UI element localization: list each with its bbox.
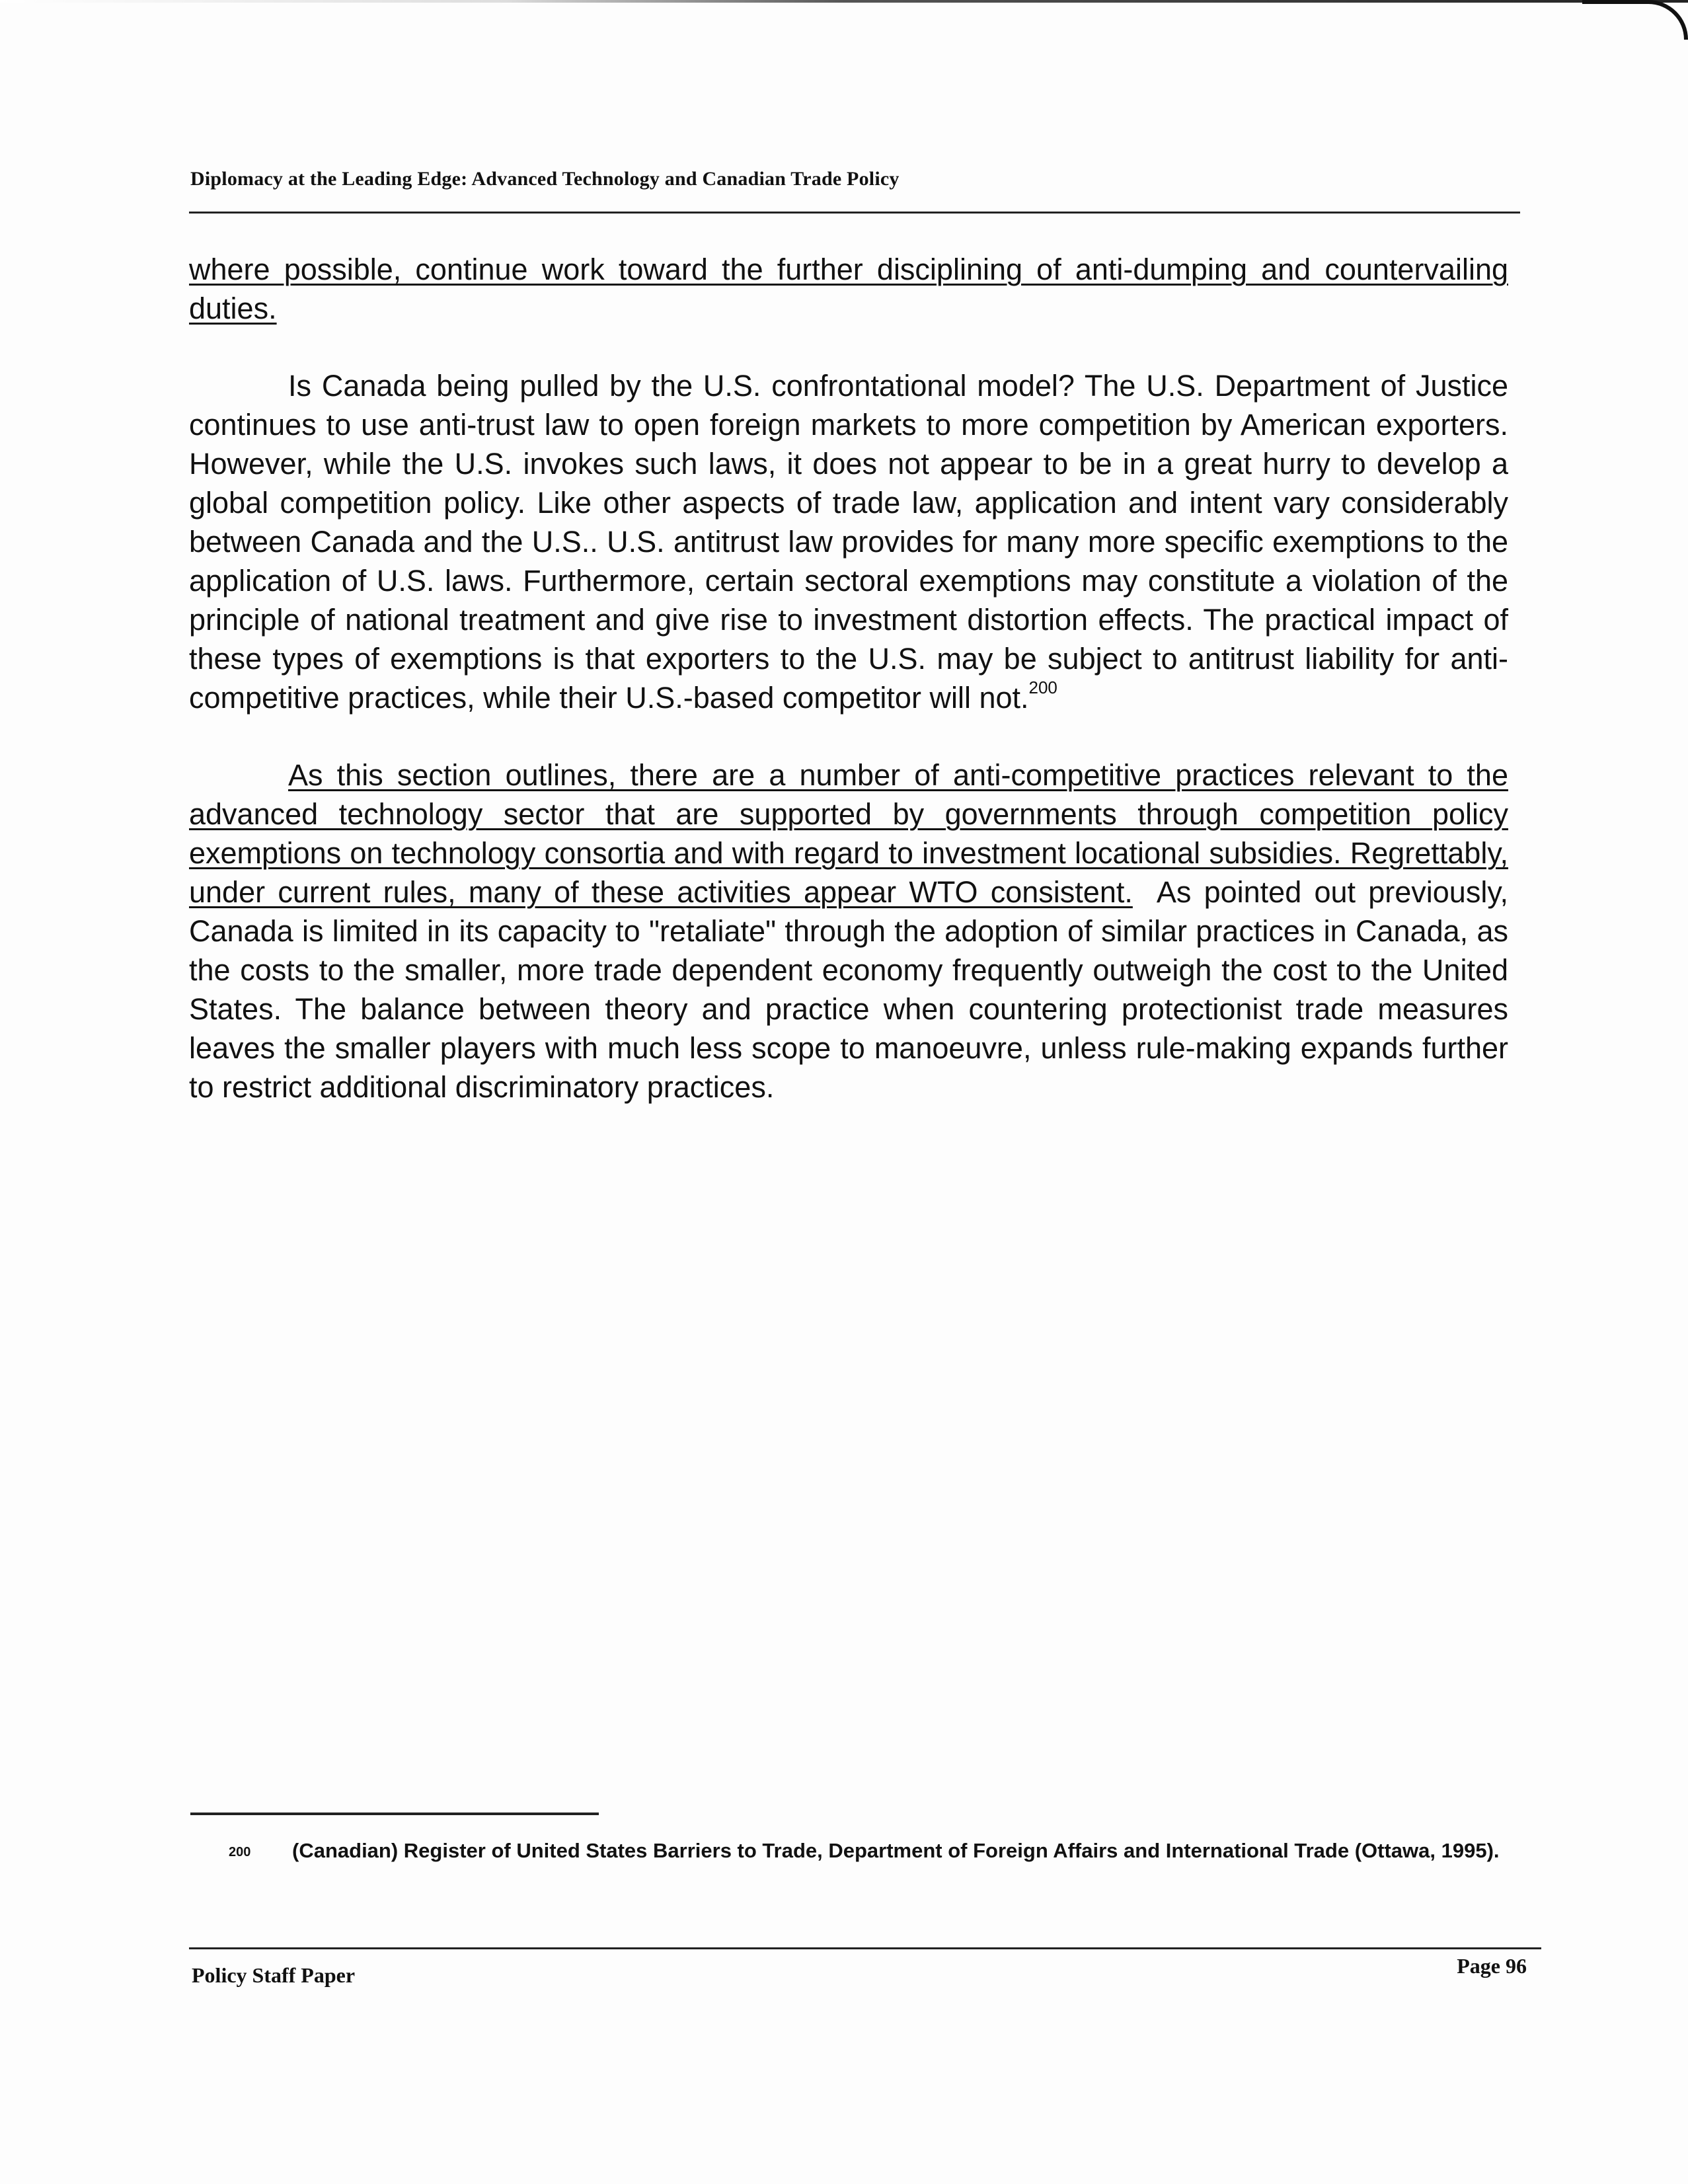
footnote-reference: 200 xyxy=(1028,678,1057,697)
header-rule xyxy=(189,212,1520,214)
body-text xyxy=(189,250,1508,1145)
paragraph-3-text: As pointed out previously, Canada is limited in its capacity to "retaliate" through the adoption of similar practices in Canada, as the costs to the smaller, more trade dependent economy frequently outweigh the cost to the United States. The balance between theory and practice when countering protectionist trade measures leaves the smaller players with much less scope to manoeuvre, unless rule-making expands further to restrict additional discriminatory practices. xyxy=(189,875,1508,1104)
paragraph-3-underlined-text: As this section outlines, there are a number of anti-competitive practices relevant to the advanced technology sector that are supported by governments through competition policy exemptions on technology consortia and with regard to investment locational subsidies. Regrettably, under current rules, many of these activities appear WTO consistent. xyxy=(189,758,1508,909)
paragraph-3 xyxy=(189,756,1508,1107)
footnote-text: (Canadian) Register of United States Barriers to Trade, Department of Foreign Affairs and International Trade (Ottawa, 1995). xyxy=(292,1839,1500,1862)
running-footer-left: Policy Staff Paper xyxy=(192,1963,356,1987)
paragraph-2 xyxy=(189,366,1508,717)
running-header-title: Diplomacy at the Leading Edge: Advanced Technology and Canadian Trade Policy xyxy=(190,168,900,190)
paragraph-1 xyxy=(189,250,1508,328)
footer-rule xyxy=(189,1947,1541,1949)
paragraph-1-underlined-text: where possible, continue work toward the further disciplining of anti-dumping and countervailing duties. xyxy=(189,253,1508,325)
scan-edge xyxy=(0,0,1688,3)
paragraph-2-text: Is Canada being pulled by the U.S. confrontational model? The U.S. Department of Justice continues to use anti-trust law to open foreign markets to more competition by American exporters. However, while the U.S. invokes such laws, it does not appear to be in a great hurry to develop a global competition policy. Like other aspects of trade law, application and intent vary considerably between Canada and the U.S.. U.S. antitrust law provides for many more specific exemptions to the application of U.S. laws. Furthermore, certain sectoral exemptions may constitute a violation of the principle of national treatment and give rise to investment distortion effects. The practical impact of these types of exemptions is that exporters to the U.S. may be subject to antitrust liability for anti-competitive practices, while their U.S.-based competitor will not. xyxy=(189,369,1508,715)
page-number: Page 96 xyxy=(1457,1954,1527,1978)
footnote-rule xyxy=(190,1813,599,1815)
footnote-number: 200 xyxy=(229,1845,251,1859)
scan-corner-shadow xyxy=(1582,0,1688,40)
footnote xyxy=(229,1836,1524,1865)
